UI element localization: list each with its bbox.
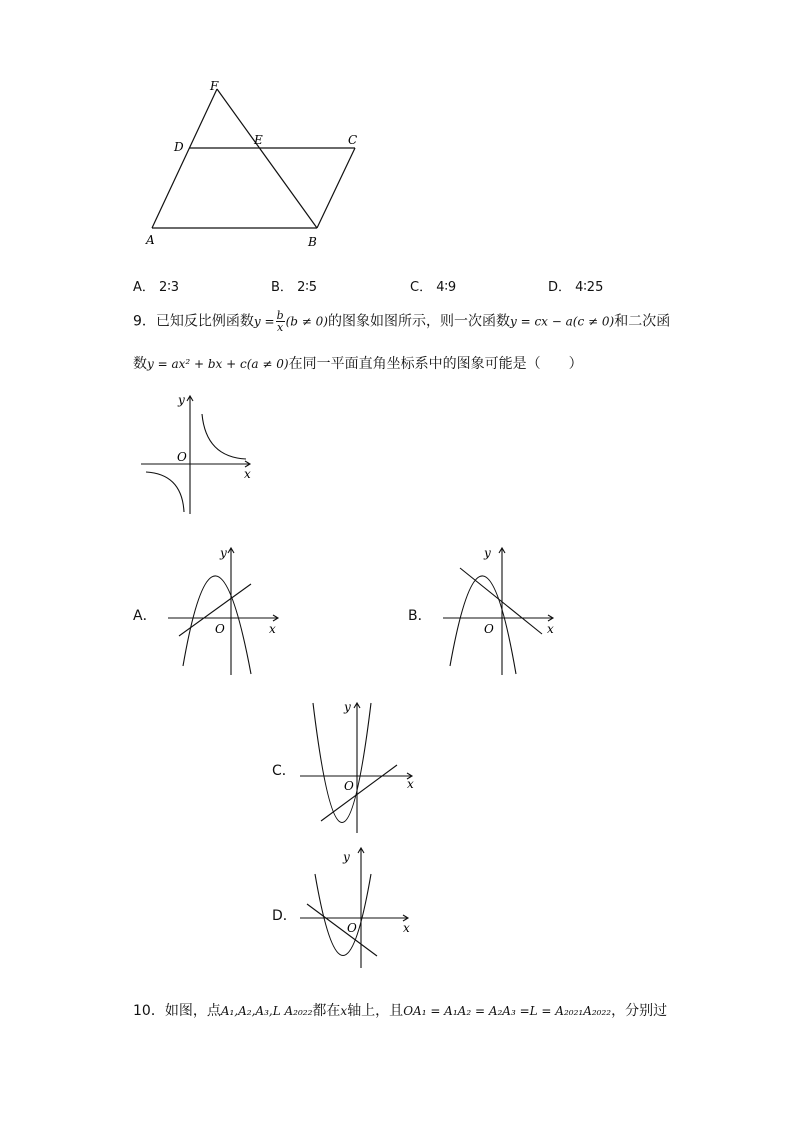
choice-b-label[interactable]: B． bbox=[408, 608, 432, 624]
label-d: D bbox=[174, 140, 184, 154]
option-b: B． 2∶5 bbox=[271, 280, 317, 295]
axis-label-x: x bbox=[547, 622, 554, 636]
label-c: C bbox=[348, 133, 358, 147]
axis-label-x: x bbox=[403, 921, 410, 935]
q9-fraction: $\frac{b}{x}$ bbox=[276, 309, 284, 334]
origin-label: O bbox=[177, 450, 187, 464]
q9-number: 9． bbox=[133, 313, 156, 330]
axis-label-x: x bbox=[244, 467, 251, 481]
axis-label-y: y bbox=[484, 546, 491, 560]
q9-text-2: 的图象如图所示，则一次函数 bbox=[328, 313, 510, 330]
q9-text-4: 数 bbox=[133, 356, 147, 372]
label-b: B bbox=[308, 235, 317, 249]
q10-number: 10． bbox=[133, 1003, 165, 1019]
q9-text-1: 已知反比例函数 bbox=[155, 313, 254, 330]
q9-text-5: 在同一平面直角坐标系中的图象可能是（ ） bbox=[288, 356, 583, 372]
segment-af bbox=[152, 89, 217, 228]
segment-bc bbox=[317, 148, 355, 228]
hyperbola-figure bbox=[138, 390, 258, 524]
option-d: D． 4∶25 bbox=[548, 280, 604, 295]
axis-label-y: y bbox=[220, 546, 227, 560]
origin-label: O bbox=[484, 622, 494, 636]
label-a: A bbox=[146, 233, 155, 247]
q9-cond-b: (b ≠ 0) bbox=[285, 314, 328, 329]
choice-b-graph[interactable] bbox=[440, 542, 565, 681]
choice-c-svg bbox=[297, 697, 422, 837]
origin-label: O bbox=[215, 622, 225, 636]
q9-line-1 bbox=[133, 310, 670, 333]
choice-d-label[interactable]: D． bbox=[272, 908, 297, 924]
choice-a-label[interactable]: A． bbox=[133, 608, 157, 624]
parabola bbox=[450, 576, 516, 674]
axis-label-y: y bbox=[178, 393, 185, 407]
origin-label: O bbox=[347, 921, 357, 935]
hyperbola-branch-q1 bbox=[202, 414, 246, 459]
q9-quad: y = ax² + bx + c(a ≠ 0) bbox=[147, 357, 289, 371]
line bbox=[321, 765, 397, 821]
label-f: F bbox=[210, 79, 219, 93]
q10-text-4: ，分别过 bbox=[611, 1003, 668, 1019]
choice-d-svg bbox=[297, 842, 422, 972]
axis-label-y: y bbox=[343, 850, 350, 864]
segment-fb bbox=[217, 89, 317, 228]
axis-label-x: x bbox=[269, 622, 276, 636]
hyperbola-branch-q3 bbox=[146, 472, 184, 512]
axis-label-y: y bbox=[344, 700, 351, 714]
q10-text-3: 轴上，且 bbox=[347, 1003, 404, 1019]
q9-func-lhs: y = bbox=[253, 314, 275, 329]
q9-text-3: 和二次函 bbox=[614, 313, 671, 330]
choice-c-label[interactable]: C． bbox=[272, 763, 296, 779]
q9-line-2 bbox=[133, 353, 583, 373]
choice-d-graph[interactable] bbox=[297, 842, 422, 976]
choice-c-graph[interactable] bbox=[297, 697, 422, 841]
parallelogram-diagram bbox=[140, 78, 370, 253]
parabola bbox=[313, 703, 371, 823]
parallelogram-figure bbox=[140, 78, 370, 257]
choice-a-svg bbox=[165, 542, 285, 677]
choice-a-graph[interactable] bbox=[165, 542, 285, 681]
q10-text-2: 都在 bbox=[312, 1003, 341, 1019]
parabola bbox=[315, 874, 371, 956]
label-e: E bbox=[254, 133, 263, 147]
q10-eq: OA₁ = A₁A₂ = A₂A₃ =L = A₂₀₂₁A₂₀₂₂ bbox=[403, 1004, 612, 1018]
hyperbola-graph bbox=[138, 390, 258, 520]
axis-label-x: x bbox=[407, 777, 414, 791]
option-a: A． 2∶3 bbox=[133, 280, 179, 295]
line bbox=[460, 568, 542, 634]
origin-label: O bbox=[344, 779, 354, 793]
q10-points: A₁,A₂,A₃,L A₂₀₂₂ bbox=[220, 1004, 313, 1018]
q10-line-1 bbox=[133, 1000, 667, 1020]
option-c: C． 4∶9 bbox=[410, 280, 457, 295]
q9-linear: y = cx − a(c ≠ 0) bbox=[510, 314, 615, 329]
line bbox=[307, 904, 377, 956]
choice-b-svg bbox=[440, 542, 565, 677]
q10-axis: x bbox=[340, 1004, 348, 1018]
q10-text-1: 如图，点 bbox=[164, 1003, 221, 1019]
